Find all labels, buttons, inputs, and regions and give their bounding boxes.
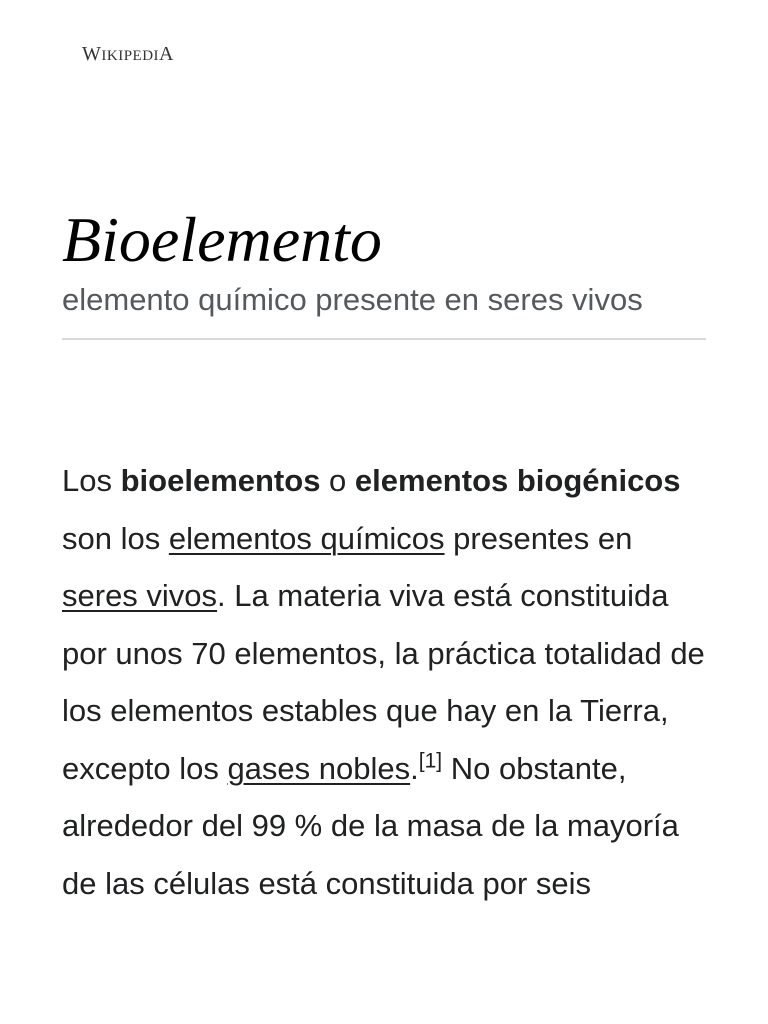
link-elementos-quimicos[interactable]: elementos químicos xyxy=(168,520,445,556)
brand-letter-first: W xyxy=(82,43,102,65)
text-segment: son los xyxy=(62,520,169,556)
text-segment: o xyxy=(320,463,355,498)
article-content xyxy=(62,452,708,912)
link-seres-vivos[interactable]: seres vivos xyxy=(62,578,218,613)
text-segment: . La materia viva está constituida por unos 70 elementos, la práctica totalidad de los elementos estables que hay en la Tierra, excepto los xyxy=(62,578,705,786)
link-gases-nobles[interactable]: gases nobles xyxy=(227,750,411,786)
text-segment: Los xyxy=(62,463,121,498)
bold-term-elementos-biogenicos: elementos biogénicos xyxy=(354,463,681,498)
reference-superscript xyxy=(419,749,442,772)
bold-term-bioelementos: bioelementos xyxy=(120,463,321,498)
text-segment: No obstante, alrededor del 99 % de la masa de la mayoría de las células está constituida por seis xyxy=(62,750,679,901)
brand-letters-mid: IKIPEDI xyxy=(101,48,160,64)
paragraph xyxy=(62,452,708,912)
text-segment: . xyxy=(410,750,419,786)
page-subtitle: elemento químico presente en seres vivos xyxy=(62,280,706,340)
text-segment: presentes en xyxy=(444,520,633,556)
wikipedia-logo[interactable] xyxy=(82,43,174,66)
title-block xyxy=(62,200,706,340)
brand-letter-last: A xyxy=(159,43,174,65)
page-title: Bioelemento xyxy=(62,204,382,275)
reference-link-1[interactable]: [1] xyxy=(418,749,443,773)
